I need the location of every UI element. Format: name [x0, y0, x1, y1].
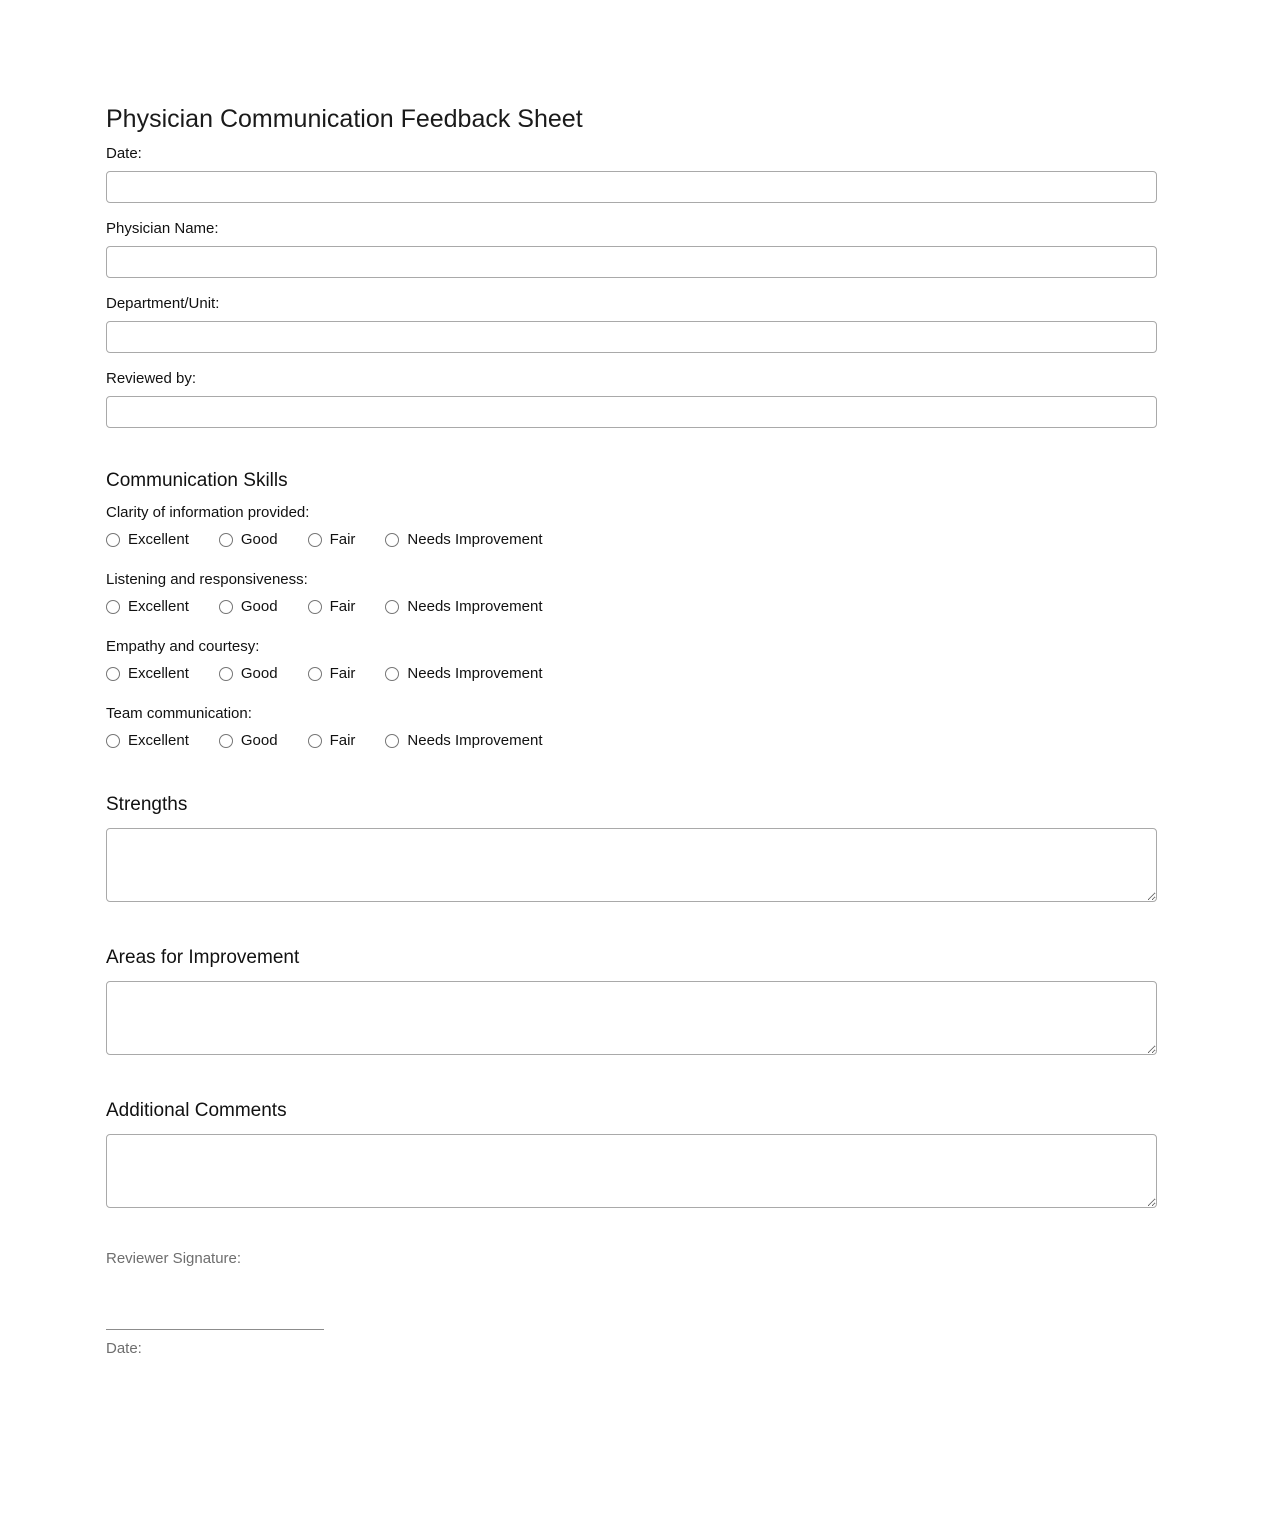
empathy-fair-radio[interactable] — [308, 667, 322, 681]
listening-fair-option[interactable] — [308, 598, 356, 615]
additional-comments-heading: Additional Comments — [106, 1100, 287, 1121]
radio-option-label: Good — [240, 598, 278, 615]
listening-question-block — [106, 571, 1157, 615]
radio-option-label: Needs Improvement — [407, 531, 543, 548]
radio-option-label: Needs Improvement — [407, 665, 543, 682]
radio-option-label: Excellent — [128, 732, 189, 749]
listening-excellent-radio[interactable] — [106, 600, 120, 614]
empathy-radio-group — [106, 665, 1157, 682]
listening-question-label: Listening and responsiveness: — [106, 571, 308, 588]
clarity-needs-improvement-option[interactable] — [385, 531, 542, 548]
signature-line — [106, 1329, 324, 1330]
listening-good-radio[interactable] — [219, 600, 233, 614]
listening-excellent-option[interactable] — [106, 598, 189, 615]
radio-option-label: Good — [240, 531, 278, 548]
empathy-excellent-radio[interactable] — [106, 667, 120, 681]
team-question-block — [106, 705, 1157, 749]
clarity-good-option[interactable] — [219, 531, 278, 548]
strengths-textarea[interactable] — [106, 828, 1157, 902]
physician-name-input[interactable] — [106, 246, 1157, 278]
radio-option-label: Needs Improvement — [407, 598, 543, 615]
clarity-fair-option[interactable] — [308, 531, 356, 548]
reviewed-by-field-group — [106, 370, 1157, 428]
date-input[interactable] — [106, 171, 1157, 203]
clarity-needs-improvement-radio[interactable] — [385, 533, 399, 547]
radio-option-label: Excellent — [128, 531, 189, 548]
empathy-needs-improvement-radio[interactable] — [385, 667, 399, 681]
radio-option-label: Fair — [329, 732, 356, 749]
empathy-good-radio[interactable] — [219, 667, 233, 681]
radio-option-label: Fair — [329, 665, 356, 682]
reviewed-by-label: Reviewed by: — [106, 370, 197, 387]
empathy-question-block — [106, 638, 1157, 682]
team-fair-option[interactable] — [308, 732, 356, 749]
department-unit-input[interactable] — [106, 321, 1157, 353]
team-needs-improvement-option[interactable] — [385, 732, 542, 749]
empathy-fair-option[interactable] — [308, 665, 356, 682]
page-title: Physician Communication Feedback Sheet — [106, 105, 583, 133]
radio-option-label: Excellent — [128, 665, 189, 682]
additional-comments-textarea[interactable] — [106, 1134, 1157, 1208]
listening-fair-radio[interactable] — [308, 600, 322, 614]
signature-block — [106, 1250, 1157, 1357]
clarity-radio-group — [106, 531, 1157, 548]
physician-name-field-group — [106, 220, 1157, 278]
team-excellent-option[interactable] — [106, 732, 189, 749]
listening-needs-improvement-option[interactable] — [385, 598, 542, 615]
team-fair-radio[interactable] — [308, 734, 322, 748]
radio-option-label: Needs Improvement — [407, 732, 543, 749]
areas-for-improvement-textarea[interactable] — [106, 981, 1157, 1055]
clarity-fair-radio[interactable] — [308, 533, 322, 547]
radio-option-label: Fair — [329, 531, 356, 548]
radio-option-label: Fair — [329, 598, 356, 615]
clarity-excellent-option[interactable] — [106, 531, 189, 548]
radio-option-label: Good — [240, 732, 278, 749]
team-excellent-radio[interactable] — [106, 734, 120, 748]
team-radio-group — [106, 732, 1157, 749]
radio-option-label: Excellent — [128, 598, 189, 615]
team-needs-improvement-radio[interactable] — [385, 734, 399, 748]
reviewer-signature-label: Reviewer Signature: — [106, 1250, 242, 1267]
clarity-excellent-radio[interactable] — [106, 533, 120, 547]
department-unit-field-group — [106, 295, 1157, 353]
date-label: Date: — [106, 145, 142, 162]
empathy-question-label: Empathy and courtesy: — [106, 638, 260, 655]
listening-radio-group — [106, 598, 1157, 615]
clarity-question-block — [106, 504, 1157, 548]
communication-skills-heading: Communication Skills — [106, 470, 288, 491]
clarity-good-radio[interactable] — [219, 533, 233, 547]
department-unit-label: Department/Unit: — [106, 295, 220, 312]
clarity-question-label: Clarity of information provided: — [106, 504, 310, 521]
team-good-radio[interactable] — [219, 734, 233, 748]
areas-for-improvement-heading: Areas for Improvement — [106, 947, 300, 968]
strengths-heading: Strengths — [106, 794, 188, 815]
listening-needs-improvement-radio[interactable] — [385, 600, 399, 614]
signature-date-label: Date: — [106, 1340, 142, 1357]
radio-option-label: Good — [240, 665, 278, 682]
reviewed-by-input[interactable] — [106, 396, 1157, 428]
team-question-label: Team communication: — [106, 705, 252, 722]
form-container — [106, 0, 1157, 1517]
listening-good-option[interactable] — [219, 598, 278, 615]
empathy-excellent-option[interactable] — [106, 665, 189, 682]
date-field-group — [106, 145, 1157, 203]
empathy-needs-improvement-option[interactable] — [385, 665, 542, 682]
empathy-good-option[interactable] — [219, 665, 278, 682]
physician-name-label: Physician Name: — [106, 220, 219, 237]
team-good-option[interactable] — [219, 732, 278, 749]
